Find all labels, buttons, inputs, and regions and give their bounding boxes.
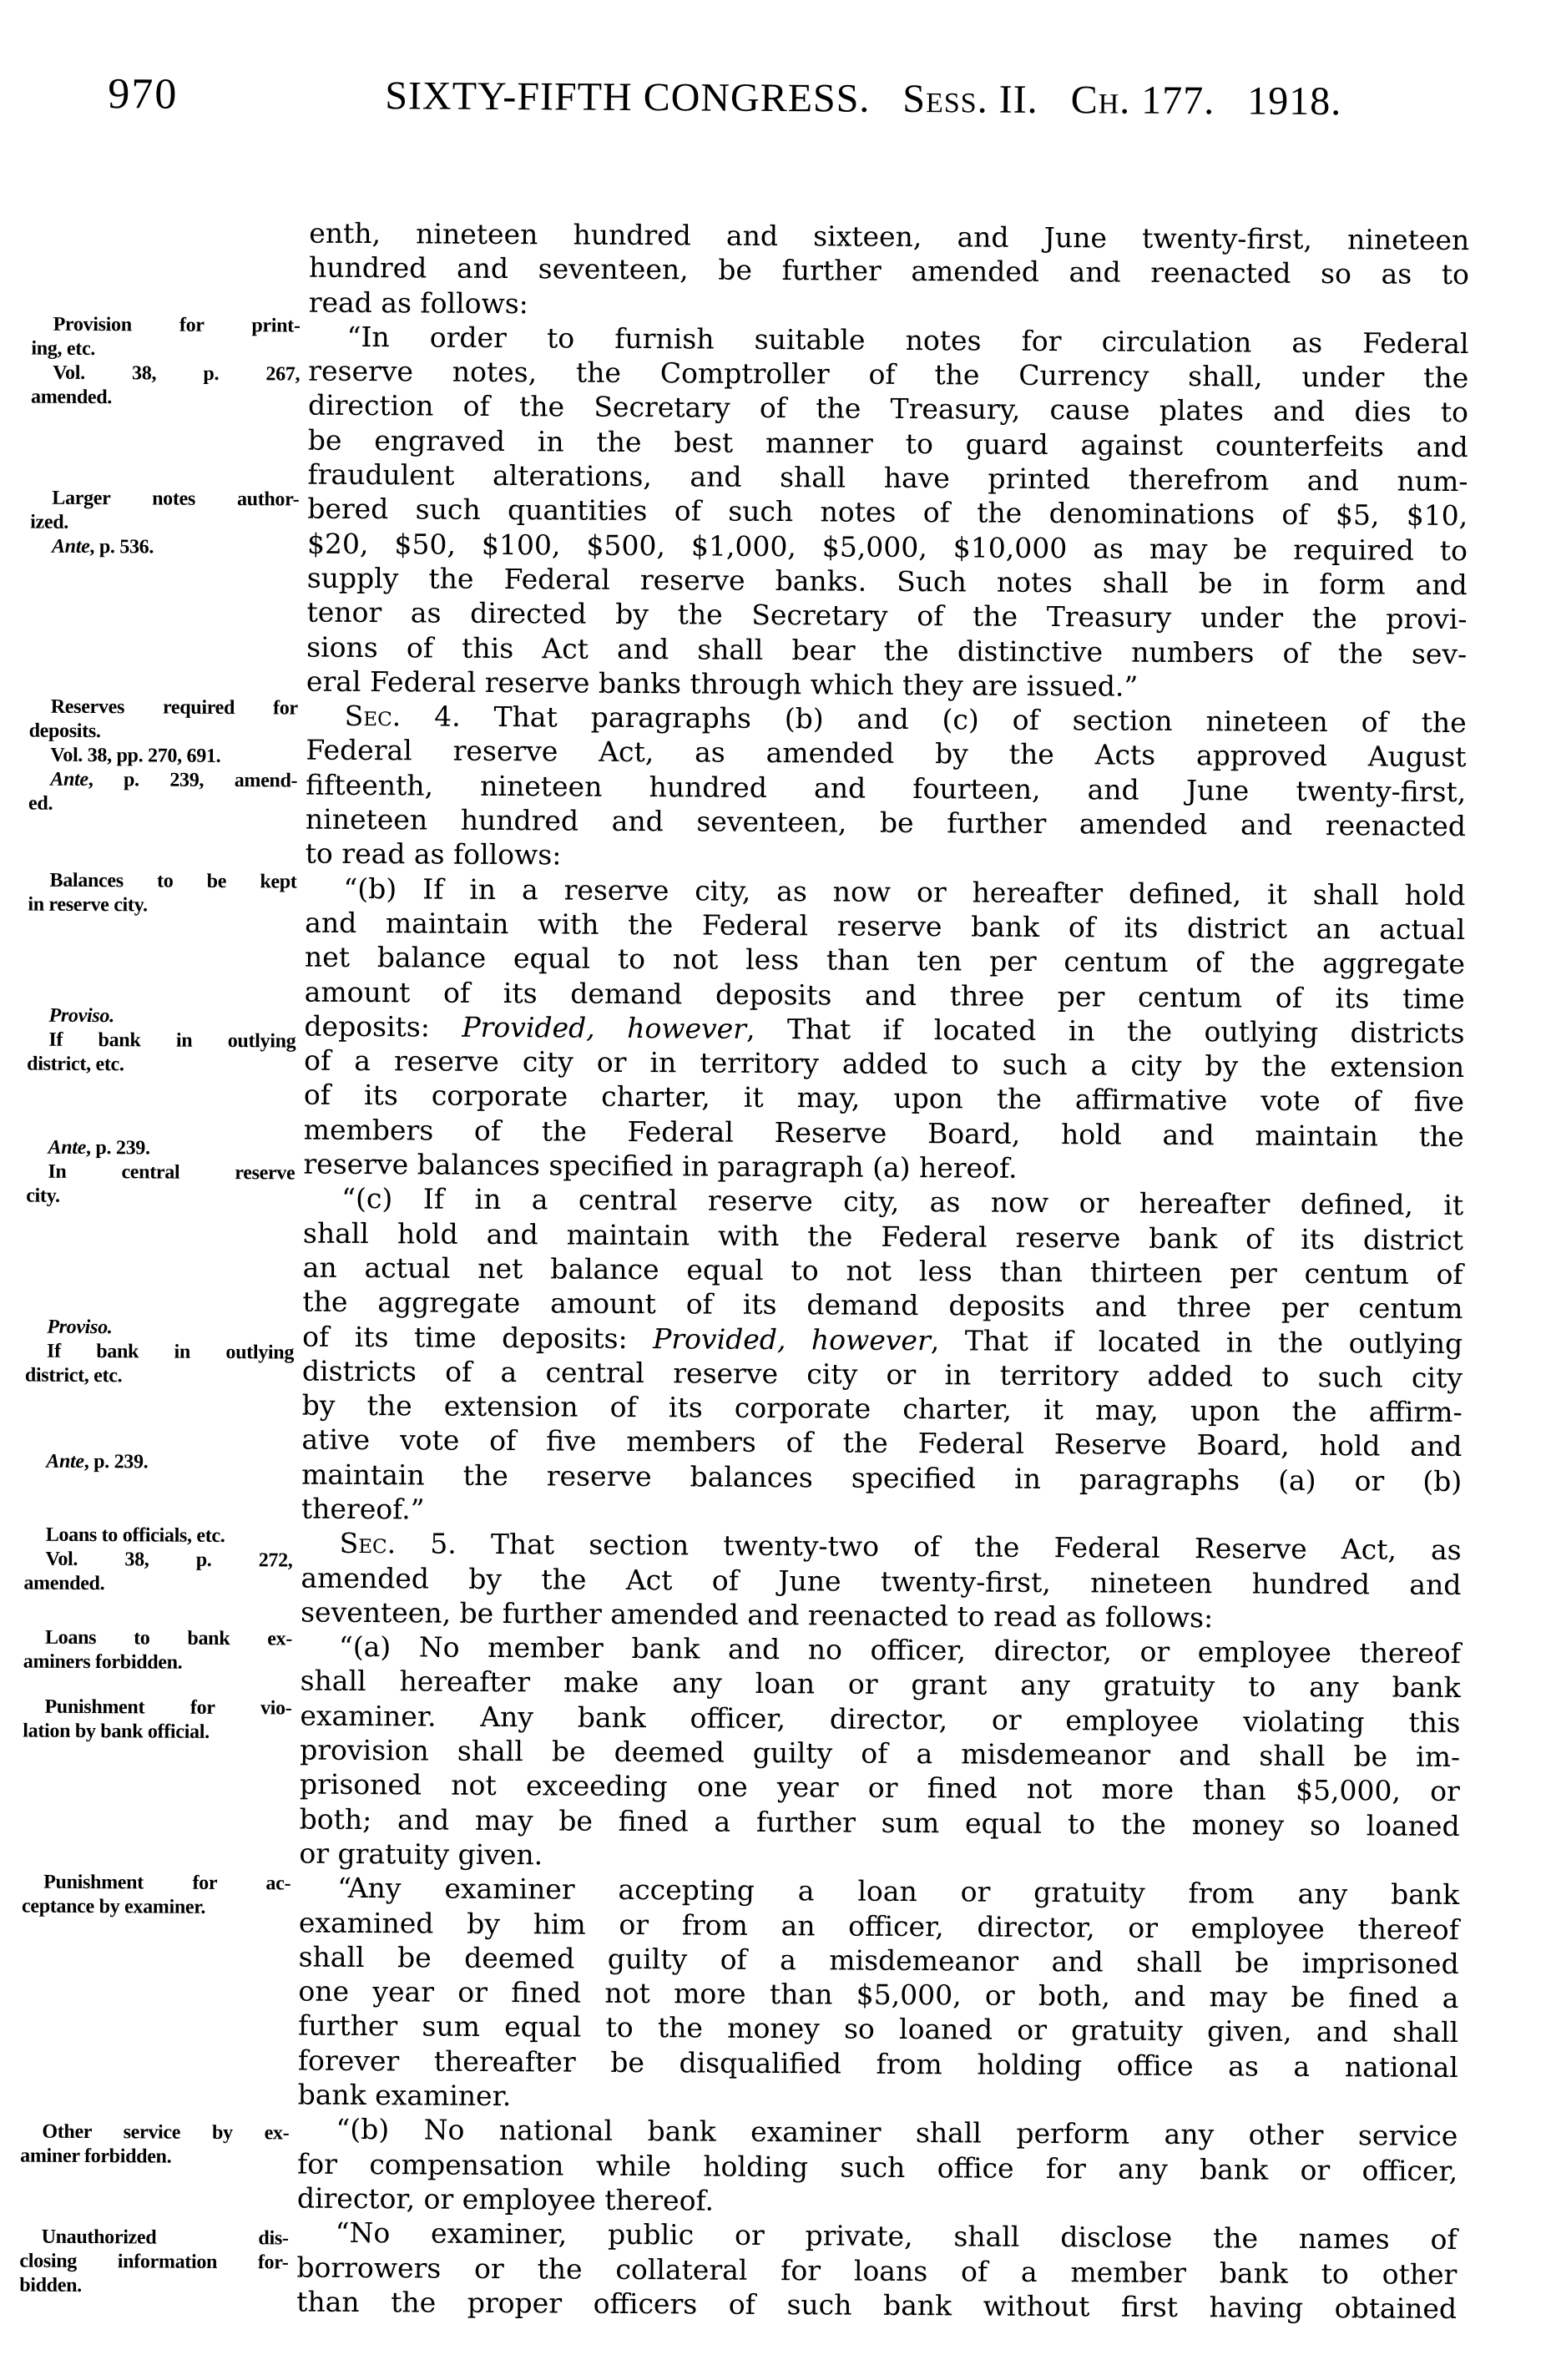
margin-note	[30, 487, 300, 561]
body-line: bered such quantities of such notes of the denominations of $5, $10,	[307, 492, 1468, 533]
body-line: deposits: Provided, however, That if located in the outlying districts	[304, 1009, 1465, 1049]
body-line: both; and may be fined a further sum equal to the money so loaned	[299, 1802, 1460, 1842]
body-line: further sum equal to the money so loaned or gratuity given, and shall	[298, 2009, 1459, 2049]
margin-note	[23, 1695, 291, 1746]
statute-text-column	[296, 216, 1469, 2327]
margin-note	[22, 1871, 290, 1921]
body-line: read as follows:	[308, 285, 528, 320]
margin-note-line: amended.	[30, 386, 113, 409]
margin-note	[23, 1524, 293, 1598]
body-line: the aggregate amount of its demand deposits and three per centum	[302, 1285, 1463, 1326]
body-line: “(b) If in a reserve city, as now or hereafter defined, it shall hold	[343, 872, 1466, 912]
body-line: “(c) If in a central reserve city, as now or hereafter defined, it	[341, 1182, 1464, 1222]
margin-note	[23, 1626, 292, 1676]
body-line: for compensation while holding such office for any bank or officer,	[297, 2147, 1458, 2187]
header-session: Sess. II.	[902, 76, 1038, 122]
header-chapter: Ch. 177.	[1070, 78, 1215, 124]
body-line: provision shall be deemed guilty of a misdemeanor and shall be im-	[300, 1733, 1461, 1774]
margin-note-line: aminer forbidden.	[20, 2145, 172, 2168]
body-line: direction of the Secretary of the Treasury, cause plates and dies to	[307, 389, 1469, 429]
margin-note-line: Balances to be kept	[49, 869, 297, 893]
margin-note-line: Vol. 38, p. 272,	[45, 1548, 293, 1572]
body-line: fifteenth, nineteen hundred and fourteen, and June twenty-first,	[306, 768, 1467, 808]
body-line: of a reserve city or in territory added to such a city by the extension	[304, 1043, 1465, 1084]
body-line: Sec. 5. That section twenty-two of the Federal Reserve Act, as	[339, 1527, 1462, 1567]
body-line: maintain the reserve balances specified in paragraphs (a) or (b)	[301, 1458, 1463, 1498]
body-line: seventeen, be further amended and reenacted to read as follows:	[301, 1595, 1214, 1635]
margin-note-line: Proviso.	[47, 1316, 113, 1339]
body-line: “(a) No member bank and no officer, director, or employee thereof	[338, 1630, 1462, 1670]
margin-note-line: Proviso.	[48, 1004, 114, 1028]
body-line: shall hold and maintain with the Federal reserve bank of its district	[302, 1216, 1464, 1256]
body-line: sions of this Act and shall bear the distinctive numbers of the sev-	[306, 630, 1468, 670]
body-line: bank examiner.	[297, 2078, 512, 2113]
body-line: eral Federal reserve banks through which they are issued.”	[306, 664, 1139, 703]
margin-note-line: Unauthorized dis-	[41, 2226, 289, 2250]
body-line: supply the Federal reserve banks. Such notes shall be in form and	[306, 561, 1468, 602]
margin-note	[28, 869, 296, 919]
margin-note	[25, 1316, 295, 1390]
body-line: thereof.”	[301, 1492, 425, 1526]
body-line: fraudulent alterations, and shall have printed therefrom and num-	[307, 457, 1468, 498]
margin-note	[31, 313, 301, 412]
margin-note-line: bidden.	[19, 2274, 82, 2297]
header-congress: SIXTY-FIFTH CONGRESS.	[385, 73, 871, 121]
body-line: ative vote of five members of the Federal Reserve Board, hold and	[301, 1422, 1463, 1463]
margin-note-line: city.	[26, 1185, 60, 1207]
body-line: hundred and seventeen, be further amended and reenacted so as to	[308, 250, 1470, 291]
body-line: Sec. 4. That paragraphs (b) and (c) of section nineteen of the	[344, 700, 1467, 740]
body-line: amount of its demand deposits and three per centum of its time	[304, 975, 1465, 1015]
margin-note	[20, 2120, 289, 2170]
header-year: 1918.	[1247, 78, 1342, 124]
margin-note-line: Ante, p. 239.	[48, 1136, 150, 1160]
body-line: “In order to furnish suitable notes for circulation as Federal	[346, 320, 1469, 360]
body-line: than the proper officers of such bank without first having obtained	[296, 2285, 1458, 2325]
margin-note-line: ized.	[30, 511, 69, 533]
body-line: districts of a central reserve city or in territory added to such city	[301, 1354, 1463, 1394]
body-line: be engraved in the best manner to guard against counterfeits and	[307, 423, 1468, 463]
margin-note-line: district, etc.	[24, 1364, 123, 1387]
margin-note-line: deposits.	[28, 720, 101, 743]
margin-note-line: Ante, p. 239.	[46, 1450, 149, 1473]
body-line: $20, $50, $100, $500, $1,000, $5,000, $10,000 as may be required to	[306, 527, 1468, 567]
body-line: of its corporate charter, it may, upon the affirmative vote of five	[303, 1078, 1465, 1119]
margin-note-line: ceptance by examiner.	[21, 1895, 206, 1918]
body-line: tenor as directed by the Secretary of the Treasury under the provi-	[306, 595, 1468, 636]
body-line: examiner. Any bank officer, director, or employee violating this	[300, 1699, 1461, 1739]
margin-note-line: Vol. 38, p. 267,	[53, 361, 301, 386]
body-line: director, or employee thereof.	[296, 2181, 715, 2217]
margin-note-line: Provision for print-	[53, 313, 301, 337]
margin-note-line: lation by bank official.	[23, 1720, 210, 1743]
margin-note-line: In central reserve	[48, 1160, 296, 1185]
margin-note-line: Punishment for ac-	[43, 1871, 291, 1895]
margin-note-line: Loans to bank ex-	[44, 1626, 293, 1650]
margin-note	[27, 1004, 296, 1079]
margin-note-line: Larger notes author-	[52, 487, 300, 511]
margin-note-line: ed.	[28, 792, 53, 815]
body-line: shall be deemed guilty of a misdemeanor and shall be imprisoned	[298, 1940, 1459, 1980]
margin-note-line: aminers forbidden.	[23, 1650, 183, 1674]
margin-note	[26, 1136, 296, 1210]
body-line: “Any examiner accepting a loan or gratuity from any bank	[337, 1872, 1460, 1912]
page-number: 970	[108, 70, 179, 119]
margin-note	[28, 695, 298, 818]
body-line: shall hereafter make any loan or grant any gratuity to any bank	[300, 1665, 1461, 1705]
body-line: enth, nineteen hundred and sixteen, and June twenty-first, nineteen	[309, 216, 1470, 257]
margin-note-line: If bank in outlying	[48, 1028, 296, 1053]
body-line: forever thereafter be disqualified from holding office as a national	[297, 2044, 1459, 2084]
margin-note-line: amended.	[23, 1572, 105, 1595]
body-line: by the extension of its corporate charter, it may, upon the affirm-	[301, 1388, 1463, 1429]
body-line: net balance equal to not less than ten per centum of the aggregate	[304, 940, 1466, 981]
margin-note-line: closing information for-	[19, 2250, 289, 2274]
body-line: examined by him or from an officer, director, or employee thereof	[298, 1906, 1460, 1946]
body-line: borrowers or the collateral for loans of a member bank to other	[296, 2251, 1458, 2291]
body-line: one year or fined not more than $5,000, or both, and may be fined a	[298, 1974, 1459, 2015]
margin-note-line: Punishment for vio-	[44, 1695, 292, 1720]
margin-note-line: district, etc.	[27, 1053, 124, 1076]
margin-note-line: Reserves required for	[50, 695, 298, 720]
margin-note-line: in reserve city.	[28, 893, 148, 917]
body-line: reserve balances specified in paragraph (a) hereof.	[303, 1147, 1018, 1185]
body-line: “(b) No national bank examiner shall perform any other service	[336, 2113, 1458, 2153]
margin-note-line: Loans to officials, etc.	[45, 1524, 225, 1548]
margin-note-line: Other service by ex-	[42, 2120, 290, 2145]
body-line: reserve notes, the Comptroller of the Currency shall, under the	[308, 354, 1469, 395]
body-line: amended by the Act of June twenty-first, nineteen hundred and	[301, 1561, 1462, 1601]
body-line: prisoned not exceeding one year or fined not more than $5,000, or	[299, 1767, 1461, 1808]
running-header	[308, 73, 1418, 124]
body-line: to read as follows:	[305, 836, 562, 872]
body-line: “No examiner, public or private, shall disclose the names of	[335, 2216, 1458, 2256]
body-line: nineteen hundred and seventeen, be further amended and reenacted	[305, 802, 1467, 843]
margin-note	[19, 2226, 289, 2300]
body-line: members of the Federal Reserve Board, hold and maintain the	[303, 1113, 1464, 1153]
body-line: of its time deposits: Provided, however, That if located in the outlying	[302, 1320, 1463, 1360]
margin-note	[24, 1450, 293, 1476]
body-line: or gratuity given.	[299, 1837, 543, 1872]
margin-note-line: Ante, p. 239, amend-	[50, 768, 298, 792]
body-line: Federal reserve Act, as amended by the Acts approved August	[306, 734, 1467, 774]
margin-note-line: If bank in outlying	[47, 1340, 295, 1364]
margin-note-line: Vol. 38, pp. 270, 691.	[50, 744, 221, 767]
body-line: and maintain with the Federal reserve bank of its district an actual	[305, 906, 1466, 947]
margin-note-line: Ante, p. 536.	[51, 535, 154, 558]
body-line: an actual net balance equal to not less than thirteen per centum of	[302, 1251, 1463, 1291]
margin-note-line: ing, etc.	[31, 337, 96, 361]
